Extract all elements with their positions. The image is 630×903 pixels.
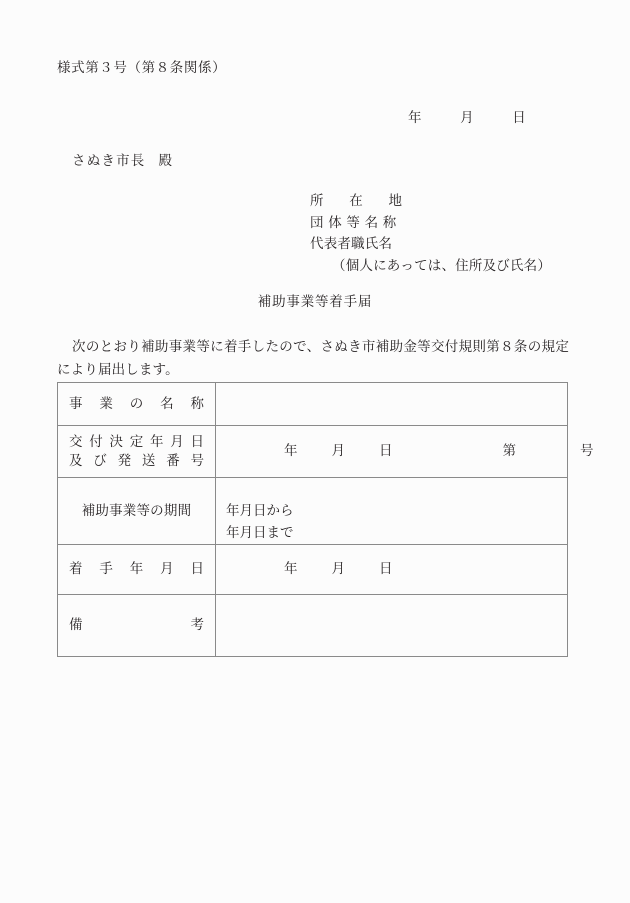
commencement-year-label: 年 — [284, 561, 298, 577]
value-cell-remarks[interactable] — [216, 595, 568, 657]
dispatch-number-prefix: 第 — [502, 443, 516, 459]
addressee-honorific: 殿 — [158, 153, 174, 169]
label-grant-decision-line1: 交 付 決 定 年 月 日 — [69, 433, 204, 450]
grant-decision-date[interactable] — [284, 441, 393, 462]
label-project-name: 事 業 の 名 称 — [69, 395, 204, 412]
label-cell-grant-decision — [58, 426, 216, 478]
submitter-organization-row — [310, 213, 551, 235]
label-cell-project-name — [58, 383, 216, 426]
submitter-representative-row — [310, 234, 551, 256]
submitter-location-row — [310, 191, 551, 213]
period-end-year-label: 年 — [226, 525, 240, 541]
submitter-location-label: 所 在 地 — [310, 193, 402, 209]
grant-day-label: 日 — [379, 443, 393, 459]
commencement-day-label: 日 — [379, 561, 393, 577]
table-row-commencement-date — [58, 545, 568, 595]
form-table — [57, 382, 594, 657]
table-row-project-period — [58, 478, 568, 545]
submitter-organization-label: 団 体 等 名 称 — [310, 214, 397, 231]
body-paragraph-text: 次のとおり補助事業等に着手したので、さぬき市補助金等交付規則第８条の規定により届出します。 — [57, 339, 569, 378]
table-row-project-name — [58, 383, 568, 426]
table-row-remarks — [58, 595, 568, 657]
addressee — [72, 149, 173, 169]
submitter-block — [310, 191, 551, 277]
dispatch-number-suffix: 号 — [580, 443, 594, 459]
period-end-month-label: 月 — [239, 525, 253, 541]
period-start-month-label: 月 — [239, 503, 253, 519]
label-project-period: 補助事業等の期間 — [81, 502, 192, 519]
value-cell-grant-decision[interactable] — [216, 426, 594, 478]
commencement-date-fields[interactable] — [226, 561, 393, 577]
addressee-name: さぬき市長 — [72, 153, 146, 169]
document-title: 補助事業等着手届 — [257, 294, 373, 310]
date-month-label: 月 — [460, 110, 474, 126]
table-row-grant-decision — [58, 426, 568, 478]
label-cell-project-period — [58, 478, 216, 545]
grant-month-label: 月 — [331, 443, 345, 459]
date-line — [0, 106, 568, 126]
submitter-individual-note: （個人にあっては、住所及び氏名） — [332, 257, 552, 274]
project-period-start[interactable] — [226, 500, 557, 522]
body-paragraph — [57, 336, 569, 382]
date-year-label: 年 — [408, 110, 422, 126]
label-cell-commencement-date — [58, 545, 216, 595]
grant-year-label: 年 — [284, 443, 298, 459]
project-period-fields — [226, 481, 557, 544]
label-remarks: 備 考 — [69, 617, 204, 633]
date-day-label: 日 — [512, 110, 526, 126]
label-commencement-date: 着 手 年 月 日 — [69, 561, 204, 577]
project-period-end[interactable] — [226, 522, 557, 544]
period-start-day-label: 日から — [253, 503, 294, 519]
commencement-month-label: 月 — [331, 561, 345, 577]
period-end-day-label: 日まで — [253, 525, 294, 541]
period-start-year-label: 年 — [226, 503, 240, 519]
value-cell-project-period[interactable] — [216, 478, 568, 545]
label-grant-decision-line2: 及 び 発 送 番 号 — [69, 452, 204, 469]
grant-decision-fields — [226, 443, 594, 459]
value-cell-commencement-date[interactable] — [216, 545, 568, 595]
label-cell-remarks — [58, 595, 216, 657]
value-cell-project-name[interactable] — [216, 383, 568, 426]
form-number: 様式第３号（第８条関係） — [57, 60, 227, 76]
submitter-representative-label: 代表者職氏名 — [310, 236, 393, 252]
